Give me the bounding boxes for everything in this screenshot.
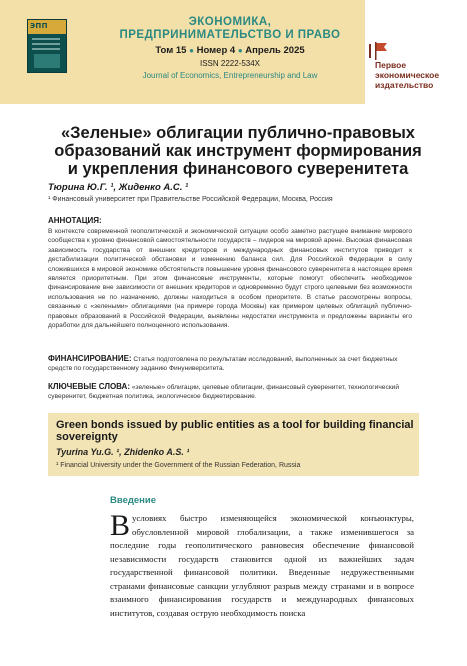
cover-image — [34, 54, 60, 68]
journal-english-title: Journal of Economics, Entrepreneurship and Law — [142, 71, 318, 80]
keywords-text: «зеленые» облигации, целевые облигации, финансовый суверенитет, технологический суверенитет, бюджетная политика, экологическое бюджетирование. — [48, 384, 400, 401]
article-authors: Тюрина Ю.Г. ¹, Жиденко А.С. ¹ — [48, 182, 189, 193]
article-affiliation: ¹ Финансовый университет при Правительстве Российской Федерации, Москва, Россия — [48, 196, 333, 203]
publisher-name-line1: Первое — [375, 60, 407, 70]
journal-volume: Том 15 — [155, 45, 187, 56]
journal-number: Номер 4 — [196, 45, 236, 56]
english-authors: Tyurina Yu.G. ¹, Zhidenko A.S. ¹ — [56, 447, 190, 457]
english-summary-box — [48, 413, 419, 476]
article-title: «Зеленые» облигации публично-правовых образований как инструмент формирования и укрепления финансового суверенитета — [54, 124, 422, 178]
cover-stripe — [32, 48, 60, 50]
journal-issn: ISSN 2222-534X — [199, 59, 261, 68]
funding-heading: ФИНАНСИРОВАНИЕ: — [48, 354, 132, 363]
journal-header — [0, 0, 467, 104]
journal-title-line2: ПРЕДПРИНИМАТЕЛЬСТВО И ПРАВО — [119, 29, 341, 41]
separator-dot: ● — [189, 46, 194, 55]
journal-title — [80, 16, 380, 42]
publisher-name-line3: издательство — [375, 80, 434, 90]
publisher-name — [375, 60, 465, 90]
abstract-text: В контексте современной геополитической и экономической ситуации особо заметно растущее внимание мирового сообщества к уровню финансовой самостоятельности государств – лидеров на мировой арене. Высокая финансовая зависимость государства от внешних кредиторов и международных финансовых институтов приводит к дестабилизации политической обстановки и изменению баланса сил. Для Российской Федерации в силу сложившихся в мировой экономике обстоятельств повышение уровня финансового суверенитета в настоящее время является приоритетным. При этом финансовые инструменты, которые помогут обеспечить необходимое финансирование вне зависимости от внешних кредиторов и одновременно будут строго целевыми без возможности использования не по назначению, должны находиться в особом приоритете. В статье рассмотрены вопросы, связанные с «зелеными» облигациями (на примере города Москвы) как примером целевых облигаций публично-правовых образований в Российской Федерации, выявлены недостатки инструмента и предложены варианты его доработки для дальнейшего полноценного использования. — [48, 228, 412, 330]
separator-dot: ● — [237, 46, 243, 55]
journal-cover-thumbnail — [27, 19, 67, 73]
publisher-bar — [369, 44, 371, 58]
flag-icon — [374, 42, 388, 60]
drop-cap: В — [110, 509, 131, 542]
abstract-heading: АННОТАЦИЯ: — [48, 216, 102, 225]
introduction-paragraph — [110, 509, 414, 620]
english-affiliation: ¹ Financial University under the Government of the Russian Federation, Russia — [56, 462, 301, 469]
keywords-heading: КЛЮЧЕВЫЕ СЛОВА: — [48, 382, 130, 391]
journal-title-line1: ЭКОНОМИКА, — [188, 16, 272, 28]
publisher-block — [365, 0, 467, 104]
english-title: Green bonds issued by public entities as a tool for building financial sovereignty — [56, 419, 414, 443]
journal-issue — [80, 45, 380, 56]
introduction-text: условиях быстро изменяющейся экономической конъюнктуры, обусловленной мировой глобализации, а также изменившегося за последние годы геополитического равновесия обеспечение финансовой независимости государств становится одной из важнейших задач государственной финансовой политики. Введенные недружественными странами финансовые санкции углубляют разрыв между странами и в вопросе взаимного финансирования государств и международных финансовых институтов, создавая острую необходимость поиска — [110, 513, 414, 618]
cover-stripe — [32, 43, 60, 45]
funding-section — [48, 354, 412, 374]
publisher-name-line2: экономическое — [375, 70, 440, 80]
section-heading-introduction: Введение — [110, 495, 157, 506]
journal-info — [80, 16, 380, 80]
keywords-section — [48, 382, 412, 402]
cover-label: ЭПП — [30, 22, 48, 30]
cover-stripe — [32, 38, 60, 40]
journal-date: Апрель 2025 — [245, 45, 305, 56]
funding-text: Статья подготовлена по результатам исследований, выполненных за счет бюджетных средств по государственному заданию Финуниверситета. — [48, 356, 398, 373]
